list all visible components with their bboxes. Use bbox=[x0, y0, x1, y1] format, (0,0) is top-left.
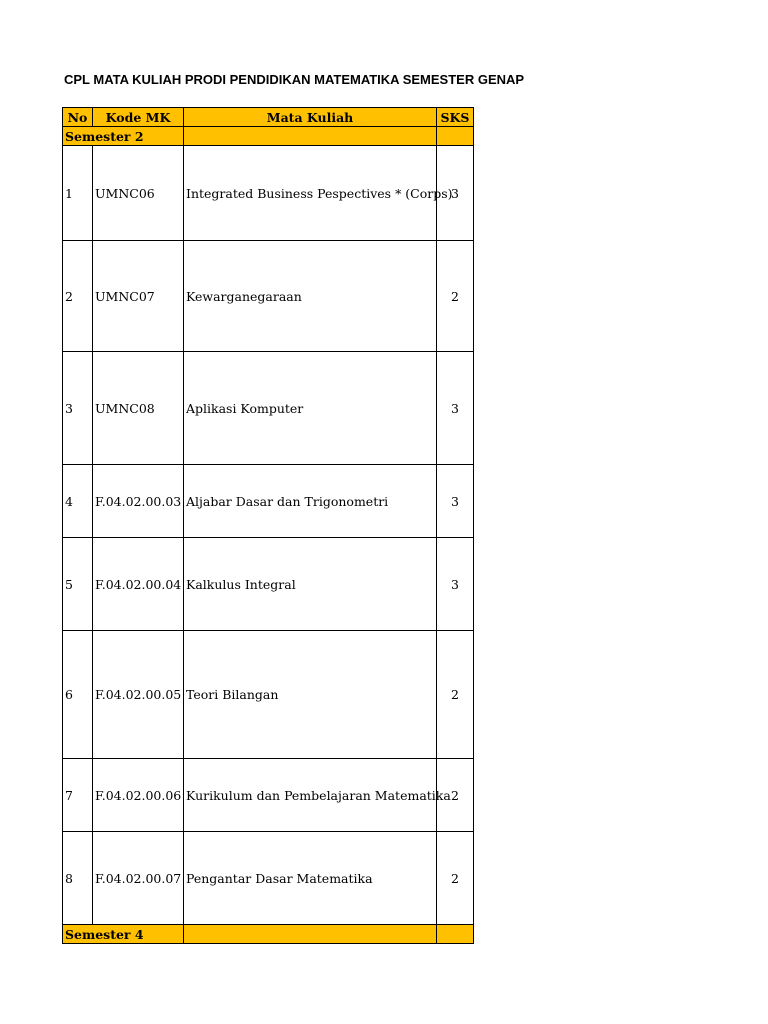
semester-2-row bbox=[63, 127, 474, 146]
table-row bbox=[63, 146, 474, 241]
row-sks: 3 bbox=[437, 352, 474, 465]
row-sks: 3 bbox=[437, 465, 474, 538]
header-kode-mk: Kode MK bbox=[93, 108, 184, 127]
row-kode: UMNC08 bbox=[93, 352, 184, 465]
row-kode: F.04.02.00.06 bbox=[93, 759, 184, 832]
row-mata-kuliah: Integrated Business Pespectives * (Corps) bbox=[184, 146, 437, 241]
table-row bbox=[63, 538, 474, 631]
row-sks: 2 bbox=[437, 241, 474, 352]
table-row bbox=[63, 759, 474, 832]
row-sks: 3 bbox=[437, 146, 474, 241]
row-mata-kuliah: Kewarganegaraan bbox=[184, 241, 437, 352]
table-row bbox=[63, 631, 474, 759]
header-no: No bbox=[63, 108, 93, 127]
row-mata-kuliah: Kurikulum dan Pembelajaran Matematika bbox=[184, 759, 437, 832]
row-no: 1 bbox=[63, 146, 93, 241]
row-no: 4 bbox=[63, 465, 93, 538]
row-mata-kuliah: Aplikasi Komputer bbox=[184, 352, 437, 465]
table-row bbox=[63, 241, 474, 352]
row-sks: 2 bbox=[437, 759, 474, 832]
semester-4-label: Semester 4 bbox=[63, 925, 184, 944]
row-no: 5 bbox=[63, 538, 93, 631]
row-no: 8 bbox=[63, 832, 93, 925]
header-sks: SKS bbox=[437, 108, 474, 127]
semester-2-blank bbox=[184, 127, 437, 146]
row-mata-kuliah: Pengantar Dasar Matematika bbox=[184, 832, 437, 925]
row-mata-kuliah: Aljabar Dasar dan Trigonometri bbox=[184, 465, 437, 538]
row-sks: 2 bbox=[437, 832, 474, 925]
row-sks: 3 bbox=[437, 538, 474, 631]
row-kode: UMNC06 bbox=[93, 146, 184, 241]
row-mata-kuliah: Teori Bilangan bbox=[184, 631, 437, 759]
semester-4-blank-sks bbox=[437, 925, 474, 944]
row-kode: F.04.02.00.05 bbox=[93, 631, 184, 759]
course-table bbox=[62, 107, 474, 944]
document-title: CPL MATA KULIAH PRODI PENDIDIKAN MATEMATIKA SEMESTER GENAP bbox=[64, 72, 525, 87]
row-kode: F.04.02.00.04 bbox=[93, 538, 184, 631]
header-mata-kuliah: Mata Kuliah bbox=[184, 108, 437, 127]
row-no: 2 bbox=[63, 241, 93, 352]
row-sks: 2 bbox=[437, 631, 474, 759]
semester-2-blank-sks bbox=[437, 127, 474, 146]
semester-2-label: Semester 2 bbox=[63, 127, 184, 146]
table-row bbox=[63, 832, 474, 925]
table-row bbox=[63, 352, 474, 465]
table-row bbox=[63, 465, 474, 538]
semester-4-row bbox=[63, 925, 474, 944]
row-kode: F.04.02.00.03 bbox=[93, 465, 184, 538]
semester-4-blank bbox=[184, 925, 437, 944]
row-kode: UMNC07 bbox=[93, 241, 184, 352]
row-kode: F.04.02.00.07 bbox=[93, 832, 184, 925]
row-no: 7 bbox=[63, 759, 93, 832]
row-no: 3 bbox=[63, 352, 93, 465]
row-no: 6 bbox=[63, 631, 93, 759]
header-row bbox=[63, 108, 474, 127]
row-mata-kuliah: Kalkulus Integral bbox=[184, 538, 437, 631]
